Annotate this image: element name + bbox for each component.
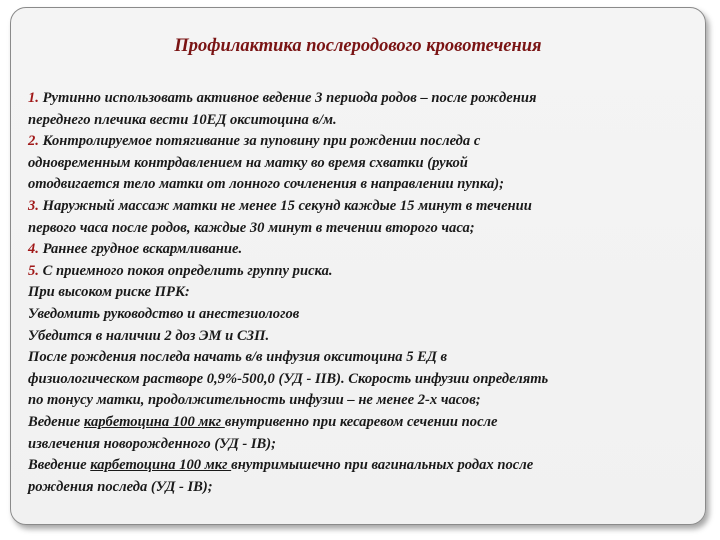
- text-line: [28, 174, 696, 196]
- text-line: [28, 110, 696, 132]
- line-text: отодвигается тело матки от лонного сочленения в направлении пупка);: [28, 176, 504, 193]
- text-line: [28, 477, 696, 499]
- item-number: 5.: [28, 262, 39, 279]
- text-line: [28, 282, 696, 304]
- drug-dose-underlined: карбетоцина 100 мкг: [90, 457, 232, 474]
- line-text: одновременным контрдавлением на матку во время схватки (рукой: [28, 154, 468, 171]
- line-prefix: Ведение: [28, 413, 84, 430]
- item-number: 4.: [28, 241, 39, 258]
- text-line: [28, 218, 696, 240]
- item-number: 2.: [28, 133, 39, 150]
- line-text: После рождения последа начать в/в инфузия окситоцина 5 ЕД в: [28, 349, 448, 366]
- line-prefix: Введение: [28, 457, 91, 474]
- slide-title: Профилактика послеродового кровотечения: [174, 36, 542, 56]
- text-line: [28, 390, 696, 412]
- item-number: 3.: [28, 197, 39, 214]
- line-text: С приемного покоя определить группу риска.: [38, 262, 333, 279]
- slide-frame: [10, 7, 706, 525]
- text-line: [28, 369, 696, 391]
- slide-body: [28, 88, 696, 498]
- line-text: Рутинно использовать активное ведение 3 периода родов – после рождения: [38, 90, 537, 106]
- text-line: [28, 304, 696, 326]
- text-line: [28, 153, 696, 175]
- line-text: Уведомить руководство и анестезиологов: [28, 305, 300, 322]
- text-line: [28, 261, 696, 283]
- text-line: [28, 434, 696, 456]
- line-text: по тонусу матки, продолжительность инфузии – не менее 2-х часов;: [28, 392, 481, 409]
- line-text: извлечения новорожденного (УД - IB);: [28, 435, 277, 452]
- text-line: [28, 412, 696, 434]
- line-text: Наружный массаж матки не менее 15 секунд каждые 15 минут в течении: [38, 197, 532, 214]
- line-text: При высоком риске ПРК:: [28, 284, 190, 301]
- text-line: [28, 131, 696, 153]
- text-line: [28, 326, 696, 348]
- text-line: [28, 239, 696, 261]
- line-text: первого часа после родов, каждые 30 минут в течении второго часа;: [28, 219, 475, 236]
- drug-dose-underlined: карбетоцина 100 мкг: [83, 413, 225, 430]
- line-text: Раннее грудное вскармливание.: [38, 241, 243, 258]
- line-text: физиологическом растворе 0,9%-500,0 (УД - IIВ). Скорость инфузии определять: [28, 370, 549, 387]
- text-line: [28, 88, 696, 110]
- text-line: [28, 196, 696, 218]
- line-text: переднего плечика вести 10ЕД окситоцина в/м.: [28, 111, 337, 128]
- line-text: внутривенно при кесаревом сечении после: [224, 413, 498, 430]
- item-number: 1.: [28, 90, 39, 106]
- text-line: [28, 455, 696, 477]
- line-text: внутримышечно при вагинальных родах после: [231, 457, 534, 474]
- text-line: [28, 347, 696, 369]
- line-text: рождения последа (УД - IB);: [28, 478, 213, 495]
- line-text: Контролируемое потягивание за пуповину при рождении последа с: [38, 133, 481, 150]
- line-text: Убедится в наличии 2 доз ЭМ и СЗП.: [28, 327, 270, 344]
